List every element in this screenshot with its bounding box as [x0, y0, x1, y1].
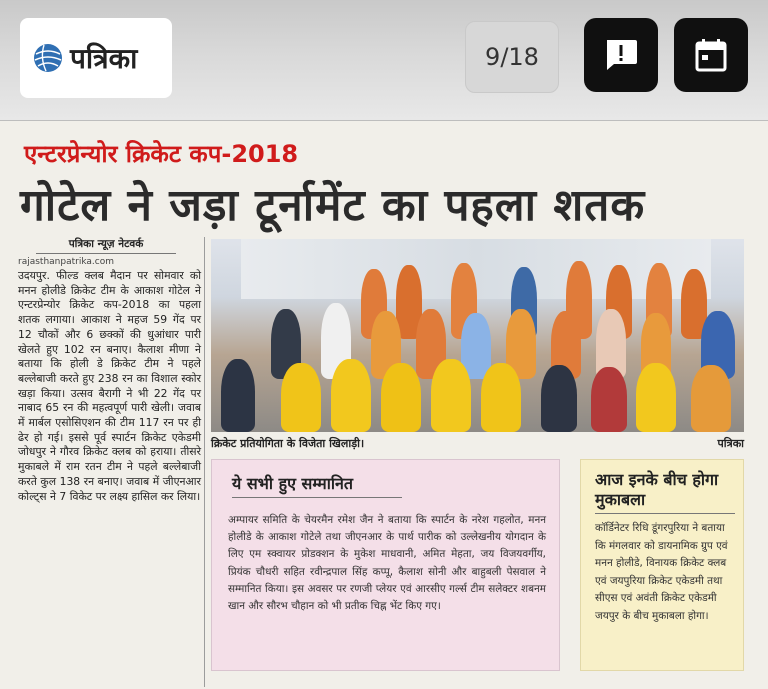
photo-credit: पत्रिका — [717, 436, 744, 450]
article-headline: गोटेल ने जड़ा टूर्नामेंट का पहला शतक — [20, 180, 646, 231]
photo-figure — [281, 363, 321, 432]
honored-box-title: ये सभी हुए सम्मानित — [232, 472, 402, 498]
newspaper-clipping — [0, 120, 768, 689]
byline: पत्रिका न्यूज़ नेटवर्क — [36, 237, 176, 254]
match-box-text: कॉर्डिनेटर रिधि डूंगरपुरिया ने बताया कि मंगलवार को डायनामिक ग्रुप एवं मनन होलीडे, विनायक क्रिकेट क्लब एवं जयपुरिया क्रिकेट एकेडमी तथा सीएस एवं अवंती क्रिकेट एकेडमी जयपुर के बीच मुकाबला होगा। — [595, 522, 728, 622]
photo-figure — [636, 363, 676, 432]
todays-match-box — [580, 459, 744, 671]
photo-caption-row — [211, 434, 744, 452]
honored-box-text: अम्पायर समिति के चेयरमैन रमेश जैन ने बताया कि स्पार्टन के नरेश गहलोत, मनन होलीडे के आकाश गोटेले तथा जीएनआर के पार्थ पारीक को उल्लेखनीय योगदान के लिए एम स्क्वायर प्रोडक्शन के मुकेश माधवानी, अमित मेहता, जय विजयवर्गीय, प्रियंक चौधरी सहित रवीन्द्रपाल सिंह कप्पू, कैलाश सोनी और बाहुबली पेसवाल ने सम्मानित किया। इस अवसर पर रणजी प्लेयर एवं आरसीए गर्ल्स टीम सलेक्टर शबनम खान और सौरभ चौहान को भी प्रतीक चिह्न भेंट किए गए। — [228, 514, 546, 613]
photo-figure — [691, 365, 731, 432]
photo-caption: क्रिकेट प्रतियोगिता के विजेता खिलाड़ी। — [211, 436, 365, 450]
report-icon — [602, 36, 640, 74]
article-body: उदयपुर. फील्ड क्लब मैदान पर सोमवार को मनन होलीडे क्रिकेट टीम के आकाश गोटेल ने एन्टरप्रेन्योर क्रिकेट कप-2018 का पहला शतक लगाया। आकाश ने महज 59 गेंद पर 12 चौकों और 6 छक्कों की धुआंधार पारी खेलते हुए 102 रन बनाए। कैलाश मीणा ने बताया कि होली डे क्रिकेट टीम ने पहले बल्लेबाजी करते हुए 238 रन का विशाल स्कोर खड़ा किया। उत्सव बैरागी ने भी 22 गेंद पर नाबाद 65 रन की महत्वपूर्ण पारी खेली। जवाब में मार्बल एसोसिएशन की टीम 117 रन पर ही ढेर हो गई। इससे पूर्व स्पार्टन क्रिकेट एकेडमी जोधपुर ने गौरव क्रिकेट क्लब को हराया। तीसरे मुकाबले में राम रतन टीम ने पहले बल्लेबाजी करते कुल 138 रन बनाए। जवाब में जीएनआर कोल्ट्स ने 7 विकेट पर लक्ष्य हासिल कर लिया। — [18, 269, 201, 503]
photo-figure — [431, 359, 471, 432]
patrika-logo[interactable] — [20, 18, 172, 98]
photo-figure — [481, 363, 521, 432]
website-credit: rajasthanpatrika.com — [18, 257, 114, 267]
match-box-title: आज इनके बीच होगा मुकाबला — [595, 470, 735, 514]
article-kicker: एन्टरप्रेन्योर क्रिकेट कप-2018 — [24, 140, 299, 168]
photo-figure — [331, 359, 371, 432]
globe-logo-icon — [32, 42, 64, 74]
photo-figure — [541, 365, 577, 432]
column-divider — [204, 237, 205, 687]
page-counter: 9/18 — [465, 21, 559, 93]
report-button[interactable] — [584, 18, 658, 92]
photo-figure — [221, 359, 255, 432]
team-photo — [211, 239, 744, 432]
calendar-icon — [692, 36, 730, 74]
top-bar — [0, 0, 768, 120]
logo-text: पत्रिका — [70, 42, 138, 75]
honored-sidebar-box — [211, 459, 560, 671]
photo-figure — [591, 367, 627, 432]
calendar-button[interactable] — [674, 18, 748, 92]
photo-figure — [381, 363, 421, 432]
article-body-column — [18, 237, 201, 689]
